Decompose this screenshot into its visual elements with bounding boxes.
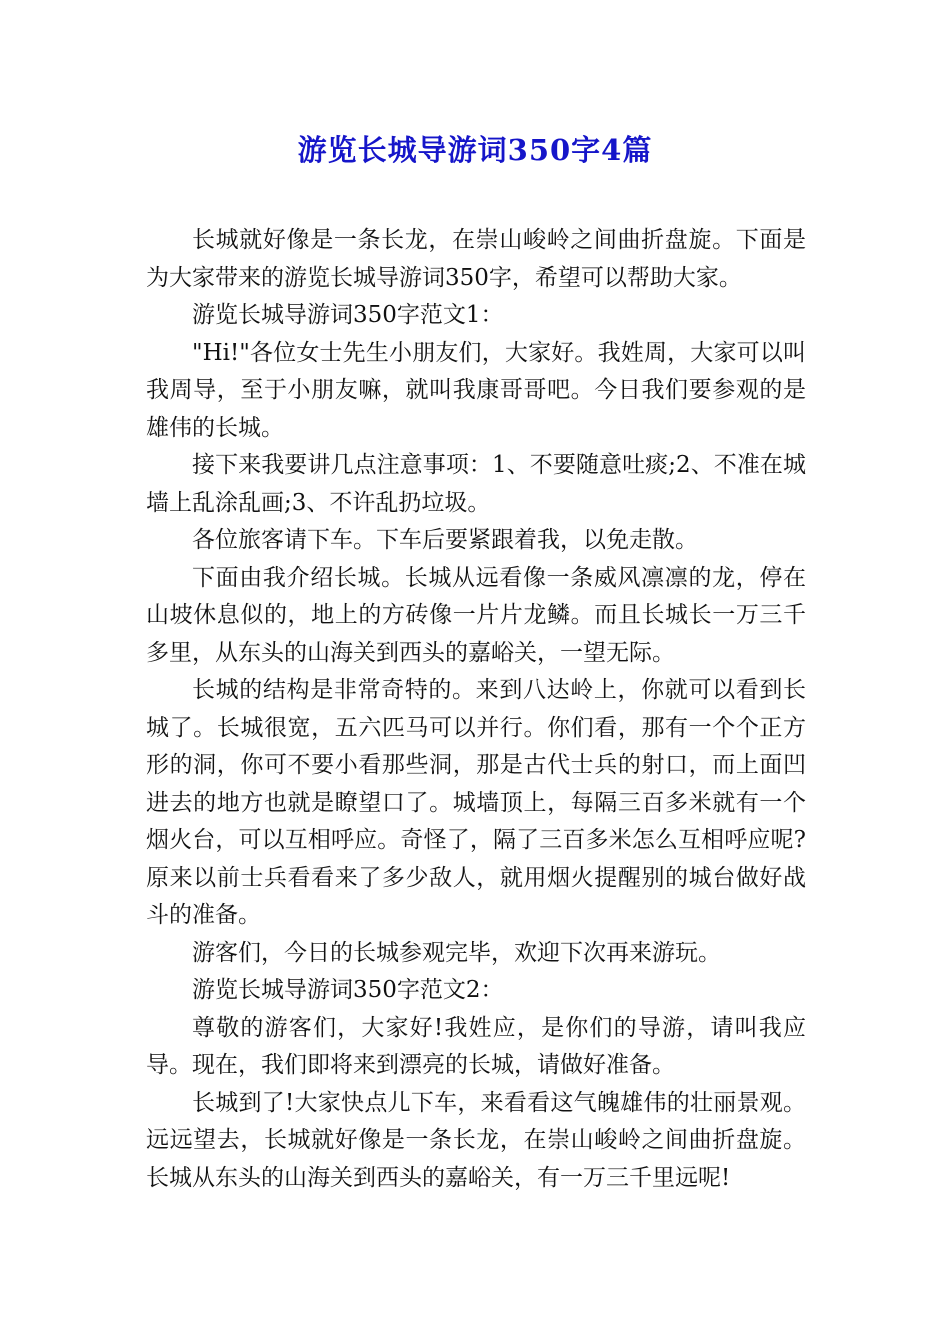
paragraph-sample-2-heading: 游览长城导游词350字范文2： (192, 977, 504, 1003)
paragraph-structure: 长城的结构是非常奇特的。来到八达岭上，你就可以看到长城了。长城很宽，五六匹马可以并行。你们看，那有一个个正方形的洞，你可不要小看那些洞，那是古代士兵的射口，而上面凹进去的地方也就是瞭望口了。城墙顶上，每隔三百多米就有一个烟火台，可以互相呼应。奇怪了，隔了三百多米怎么互相呼应呢?原来以前士兵看看来了多少敌人，就用烟火提醒别的城台做好战斗的准备。 (146, 677, 806, 928)
paragraph-introduction: 下面由我介绍长城。长城从远看像一条威风凛凛的龙，停在山坡休息似的，地上的方砖像一片片龙鳞。而且长城长一万三千多里，从东头的山海关到西头的嘉峪关，一望无际。 (146, 564, 806, 666)
paragraph-farewell: 游客们，今日的长城参观完毕，欢迎下次再来游玩。 (192, 939, 721, 966)
document-body (146, 222, 806, 1197)
paragraph-get-off-bus: 各位旅客请下车。下车后要紧跟着我，以免走散。 (192, 527, 698, 553)
paragraph-notices: 接下来我要讲几点注意事项：1、不要随意吐痰;2、不准在城墙上乱涂乱画;3、不许乱扔垃圾。 (146, 452, 806, 516)
paragraph-arrival: 长城到了!大家快点儿下车，来看看这气魄雄伟的壮丽景观。远远望去，长城就好像是一条长龙，在崇山峻岭之间曲折盘旋。长城从东头的山海关到西头的嘉峪关，有一万三千里远呢! (146, 1089, 806, 1191)
document-title: 游览长城导游词350字4篇 (297, 133, 653, 167)
paragraph-welcome: 尊敬的游客们，大家好!我姓应，是你们的导游，请叫我应导。现在，我们即将来到漂亮的长城，请做好准备。 (146, 1014, 806, 1078)
paragraph-greeting: "Hi!"各位女士先生小朋友们，大家好。我姓周，大家可以叫我周导，至于小朋友嘛，就叫我康哥哥吧。今日我们要参观的是雄伟的长城。 (146, 339, 806, 441)
paragraph-sample-1-heading: 游览长城导游词350字范文1： (192, 302, 504, 328)
paragraph-intro: 长城就好像是一条长龙，在崇山峻岭之间曲折盘旋。下面是为大家带来的游览长城导游词350字，希望可以帮助大家。 (146, 227, 806, 291)
